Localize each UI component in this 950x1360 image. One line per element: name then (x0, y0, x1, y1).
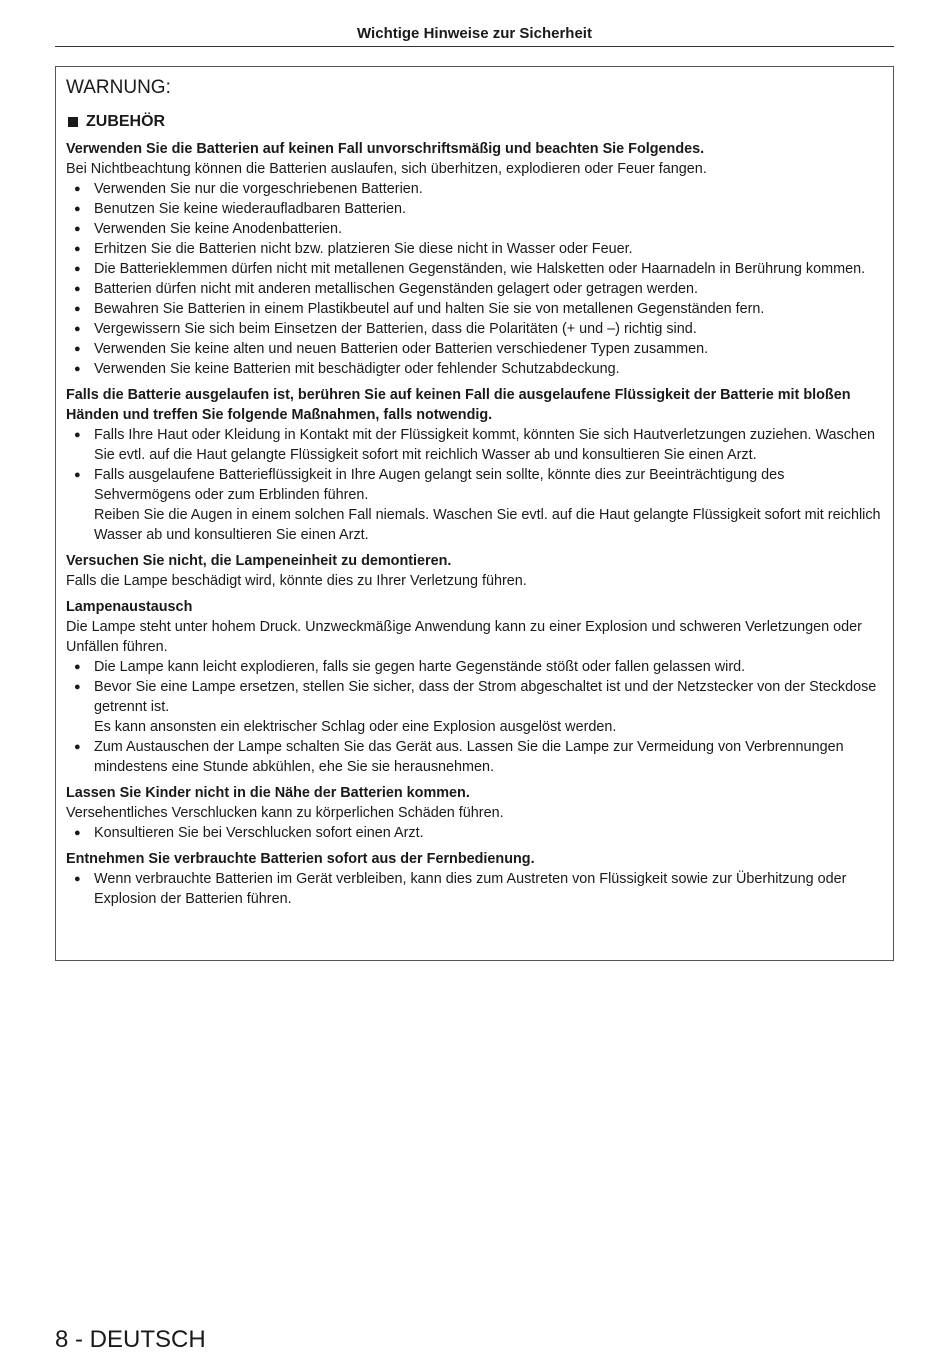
lamp-disassembly-section (66, 551, 881, 591)
list-item: ● Zum Austauschen der Lampe schalten Sie das Gerät aus. Lassen Sie die Lampe zur Vermeidung von Verbrennungen mindestens eine Stunde abkühlen, ehe Sie sie herausnehmen. (66, 737, 881, 777)
bullet-list (66, 425, 881, 545)
section-heading: Versuchen Sie nicht, die Lampeneinheit zu demontieren. (66, 553, 452, 569)
section-text: Falls die Lampe beschädigt wird, könnte dies zu Ihrer Verletzung führen. (66, 573, 527, 589)
list-item: ● Benutzen Sie keine wiederaufladbaren Batterien. (66, 199, 881, 219)
children-section (66, 783, 881, 843)
battery-usage-section (66, 139, 881, 379)
list-item: ● Verwenden Sie nur die vorgeschriebenen Batterien. (66, 179, 881, 199)
page-header: Wichtige Hinweise zur Sicherheit (55, 22, 894, 47)
square-bullet-icon (68, 117, 78, 127)
list-item: ● Verwenden Sie keine alten und neuen Batterien oder Batterien verschiedener Typen zusammen. (66, 339, 881, 359)
bullet-list (66, 657, 881, 777)
warning-box (55, 66, 894, 961)
bullet-list (66, 823, 881, 843)
bullet-list (66, 869, 881, 909)
list-item: ● Falls ausgelaufene Batterieflüssigkeit in Ihre Augen gelangt sein sollte, könnte dies zur Beeinträchtigung des Sehvermögens oder zum Erblinden führen. (66, 465, 881, 505)
list-item: ● Wenn verbrauchte Batterien im Gerät verbleiben, kann dies zum Austreten von Flüssigkeit sowie zur Überhitzung oder Explosion der Batterien führen. (66, 869, 881, 909)
lamp-replacement-section (66, 597, 881, 777)
section-text: Die Lampe steht unter hohem Druck. Unzweckmäßige Anwendung kann zu einer Explosion und schweren Verletzungen oder Unfällen führen. (66, 619, 862, 655)
list-item-continuation: Reiben Sie die Augen in einem solchen Fall niemals. Waschen Sie evtl. auf die Haut gelangte Flüssigkeit sofort mit reichlich Wasser ab und konsultieren Sie einen Arzt. (94, 507, 881, 543)
section-heading: Falls die Batterie ausgelaufen ist, berühren Sie auf keinen Fall die ausgelaufene Flüssigkeit der Batterie mit bloßen Händen und treffen Sie folgende Maßnahmen, falls notwendig. (66, 387, 851, 423)
section-text: Versehentliches Verschlucken kann zu körperlichen Schäden führen. (66, 805, 504, 821)
warning-title: WARNUNG: (66, 77, 171, 98)
list-item: ● Die Lampe kann leicht explodieren, falls sie gegen harte Gegenstände stößt oder fallen gelassen wird. (66, 657, 881, 677)
list-item: ● Konsultieren Sie bei Verschlucken sofort einen Arzt. (66, 823, 881, 843)
accessory-heading-label: ZUBEHÖR (86, 113, 166, 130)
section-heading: Lassen Sie Kinder nicht in die Nähe der Batterien kommen. (66, 785, 470, 801)
battery-leak-section (66, 385, 881, 545)
list-item: ● Die Batterieklemmen dürfen nicht mit metallenen Gegenständen, wie Halsketten oder Haarnadeln in Berührung kommen. (66, 259, 881, 279)
list-item: ● Verwenden Sie keine Batterien mit beschädigter oder fehlender Schutzabdeckung. (66, 359, 881, 379)
section-heading: Lampenaustausch (66, 599, 193, 615)
section-heading: Entnehmen Sie verbrauchte Batterien sofort aus der Fernbedienung. (66, 851, 535, 867)
section-heading: Verwenden Sie die Batterien auf keinen Fall unvorschriftsmäßig und beachten Sie Folgendes. (66, 141, 705, 157)
accessory-heading (66, 111, 881, 133)
bullet-list (66, 179, 881, 379)
list-item-continuation: Es kann ansonsten ein elektrischer Schlag oder eine Explosion ausgelöst werden. (94, 719, 617, 735)
list-item: ● Vergewissern Sie sich beim Einsetzen der Batterien, dass die Polaritäten (+ und –) richtig sind. (66, 319, 881, 339)
list-item: ● Bewahren Sie Batterien in einem Plastikbeutel auf und halten Sie sie von metallenen Gegenständen fern. (66, 299, 881, 319)
remove-batteries-section (66, 849, 881, 909)
list-item: ● Batterien dürfen nicht mit anderen metallischen Gegenständen gelagert oder getragen werden. (66, 279, 881, 299)
list-item: ● Bevor Sie eine Lampe ersetzen, stellen Sie sicher, dass der Strom abgeschaltet ist und der Netzstecker von der Steckdose getrennt ist. (66, 677, 881, 717)
list-item: ● Erhitzen Sie die Batterien nicht bzw. platzieren Sie diese nicht in Wasser oder Feuer. (66, 239, 881, 259)
section-text: Bei Nichtbeachtung können die Batterien auslaufen, sich überhitzen, explodieren oder Feuer fangen. (66, 161, 707, 177)
list-item: ● Falls Ihre Haut oder Kleidung in Kontakt mit der Flüssigkeit kommt, könnten Sie sich Hautverletzungen zuziehen. Waschen Sie evtl. auf die Haut gelangte Flüssigkeit sofort mit reichlich Wasser ab und konsultieren Sie einen Arzt. (66, 425, 881, 465)
list-item: ● Verwenden Sie keine Anodenbatterien. (66, 219, 881, 239)
page-number: 8 - DEUTSCH (55, 1326, 206, 1353)
